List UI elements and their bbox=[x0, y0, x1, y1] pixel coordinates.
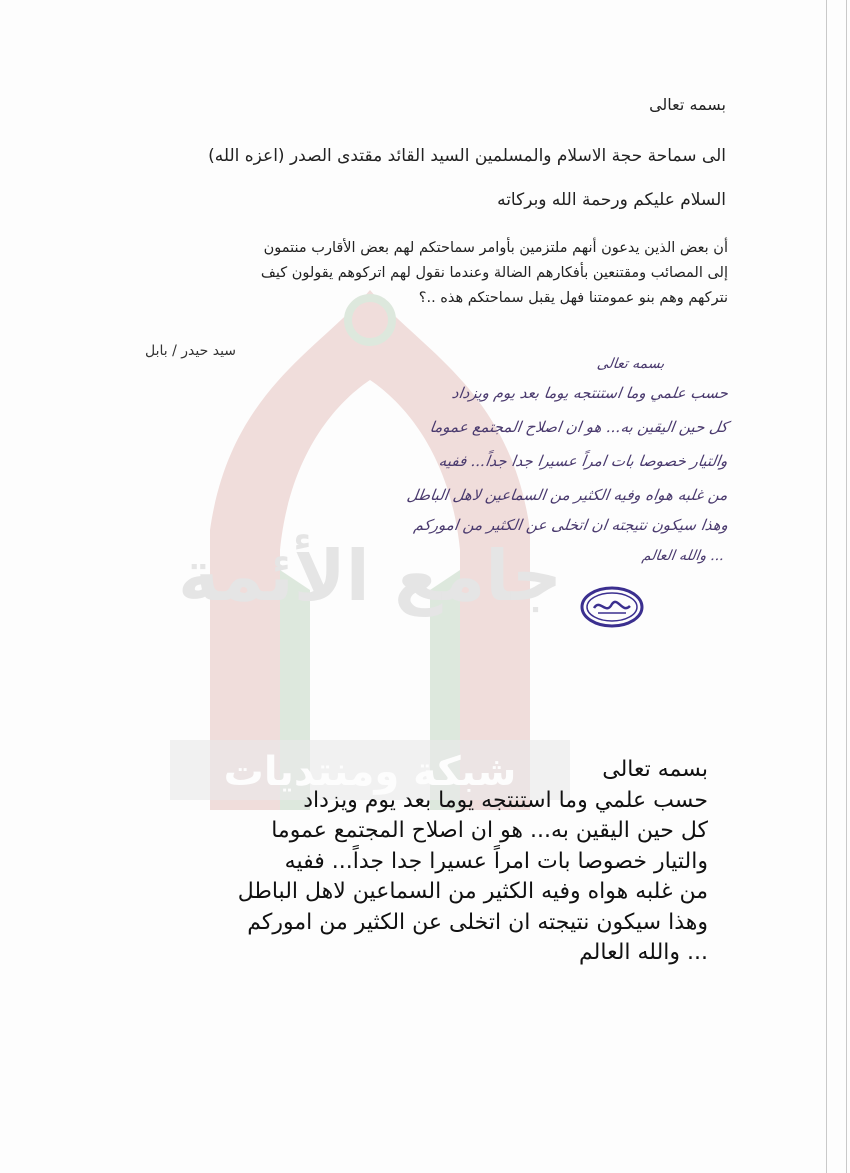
letter-body-line: إلى المصائب ومقتنعين بأفكارهم الضالة وعندما نقول لهم اتركوهم يقولون كيف bbox=[260, 265, 728, 281]
handwritten-line: كل حين اليقين به... هو ان اصلاح المجتمع عموما bbox=[428, 418, 730, 436]
watermark-banner: شبكة ومنتديات bbox=[223, 749, 517, 795]
handwritten-basmala: بسمه تعالى bbox=[595, 356, 666, 372]
letter-sender: سيد حيدر / بابل bbox=[145, 343, 237, 359]
transcription-line: ... والله العالم bbox=[579, 940, 708, 965]
transcription-line: كل حين اليقين به... هو ان اصلاح المجتمع عموما bbox=[271, 818, 708, 843]
handwritten-line: وهذا سيكون نتيجته ان اتخلى عن الكثير من اموركم bbox=[412, 516, 730, 534]
transcription-line: حسب علمي وما استنتجه يوما بعد يوم ويزداد bbox=[303, 787, 708, 813]
scan-edge-line bbox=[826, 0, 827, 1173]
handwritten-line: حسب علمي وما استنتجه يوما بعد يوم ويزداد bbox=[450, 384, 730, 402]
handwritten-line: والتيار خصوصا بات امراً عسيرا جدا جداً... ففيه bbox=[438, 452, 730, 470]
transcription-line: بسمه تعالى bbox=[602, 757, 708, 782]
letter-body bbox=[128, 236, 728, 311]
transcription-line: والتيار خصوصا بات امراً عسيرا جدا جداً... ففيه bbox=[284, 848, 708, 874]
seal-stamp bbox=[580, 586, 644, 628]
letter-greeting: السلام عليكم ورحمة الله وبركاته bbox=[497, 190, 726, 210]
scan-edge-line bbox=[846, 0, 847, 1173]
transcription-line: وهذا سيكون نتيجته ان اتخلى عن الكثير من اموركم bbox=[247, 909, 708, 935]
letter-body-line: نتركهم وهم بنو عمومتنا فهل يقبل سماحتكم هذه ..؟ bbox=[418, 290, 728, 306]
transcription-block bbox=[148, 755, 708, 969]
letter-basmala: بسمه تعالى bbox=[649, 95, 726, 114]
letter-body-line: أن بعض الذين يدعون أنهم ملتزمين بأوامر سماحتكم لهم بعض الأقارب منتمون bbox=[263, 240, 728, 256]
watermark-title: جامع الأئمة bbox=[177, 535, 563, 617]
letter-address: الى سماحة حجة الاسلام والمسلمين السيد القائد مقتدى الصدر (اعزه الله) bbox=[208, 146, 726, 166]
handwritten-line: من غلبه هواه وفيه الكثير من السماعين لاهل الباطل bbox=[406, 486, 730, 504]
handwritten-line: ... والله العالم bbox=[640, 548, 726, 564]
transcription-line: من غلبه هواه وفيه الكثير من السماعين لاهل الباطل bbox=[237, 879, 708, 904]
